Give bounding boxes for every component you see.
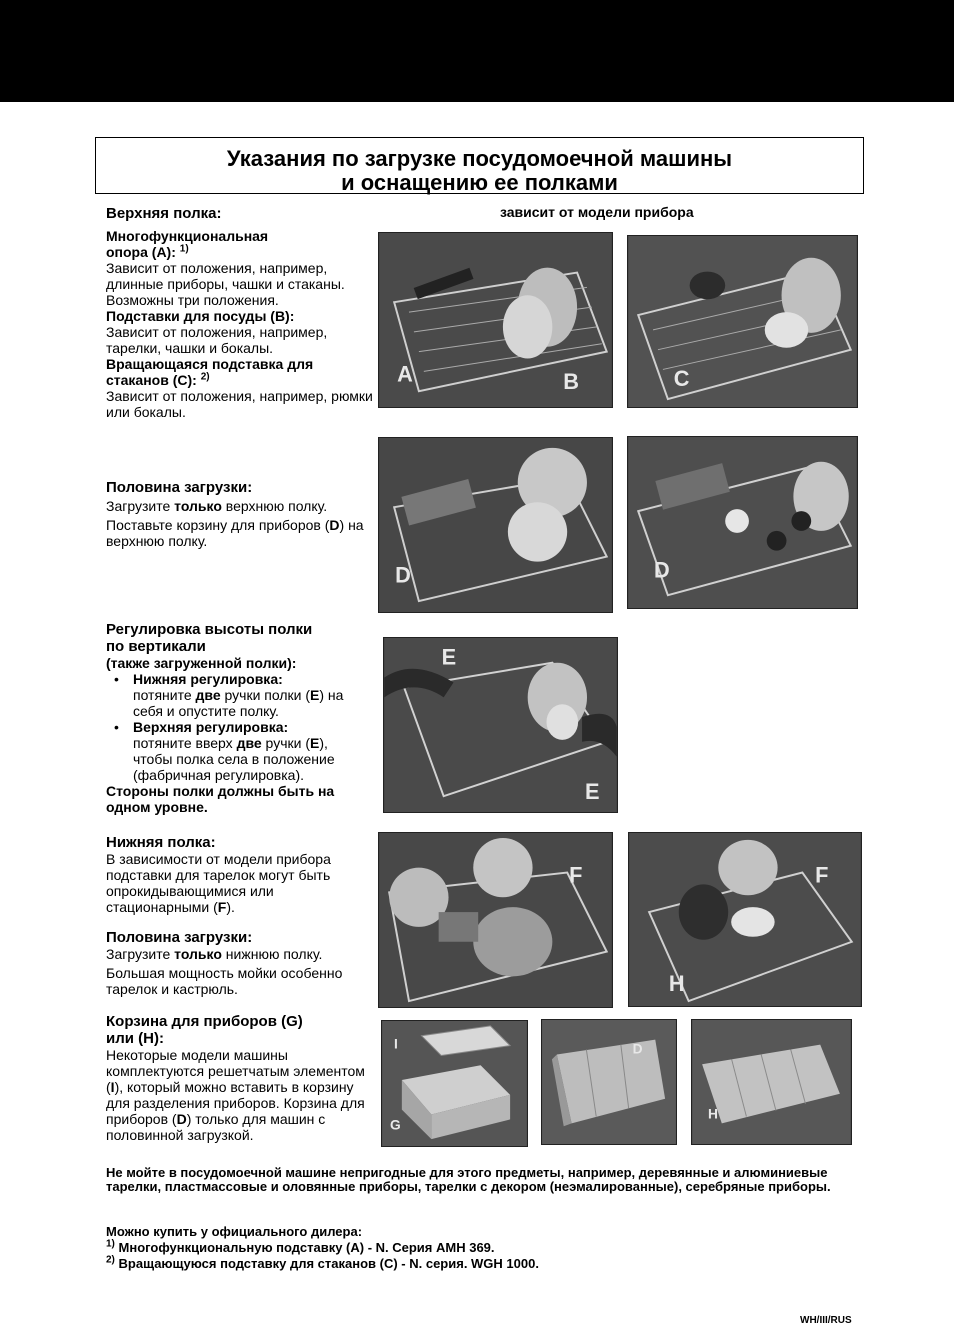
label-g: G xyxy=(390,1117,401,1133)
label-d1: D xyxy=(395,562,411,588)
height-adjust-section xyxy=(106,621,371,815)
up-adjust-item xyxy=(106,719,371,783)
half-load-lower-heading: Половина загрузки: xyxy=(106,929,253,946)
t1c: верхнюю полку. xyxy=(221,498,328,514)
low2: две xyxy=(195,687,221,703)
up3: ручки ( xyxy=(261,735,310,751)
photo-upper-rack-c xyxy=(627,235,858,408)
page-title-box xyxy=(95,137,864,194)
t1a: Загрузите xyxy=(106,498,175,514)
label-i: I xyxy=(393,1036,398,1052)
header-black-band xyxy=(0,0,954,102)
up2: две xyxy=(236,735,262,751)
item-c-text: Зависит от положения, например, рюмки или бокалы. xyxy=(106,388,373,420)
low3: ручки полки ( xyxy=(220,687,311,703)
up5: ), чтобы полка села в положение (фабричная регулировка). xyxy=(133,735,335,783)
label-d2: D xyxy=(654,557,670,583)
lower-t1: В зависимости от модели прибора подставки для тарелок могут быть опрокидывающимися или стационарными ( xyxy=(106,851,331,915)
item-a-text: Зависит от положения, например, длинные приборы, чашки и стаканы. Возможны три положения. xyxy=(106,260,345,308)
bt2: I xyxy=(110,1079,115,1095)
dealer-note2-text: Вращающуюся подставку для стаканов (C) - N. серия. WGH 1000. xyxy=(114,1256,539,1271)
item-a-title2 xyxy=(106,244,376,260)
dealer-title: Можно купить у официального дилера: xyxy=(106,1224,363,1239)
item-c-title1: Вращающаяся подставка для xyxy=(106,356,314,372)
item-c-title2 xyxy=(106,372,376,388)
label-d3: D xyxy=(632,1041,643,1057)
label-f2: F xyxy=(815,862,829,888)
dealer-note2-sup: 2) xyxy=(106,1254,115,1266)
photo-height-adjust xyxy=(383,637,618,813)
upper-rack-heading: Верхняя полка: xyxy=(106,205,222,222)
dealer-note1-text: Многофункциональную подставку (A) - N. Серия AMH 369. xyxy=(114,1240,495,1255)
low1: потяните xyxy=(133,687,196,703)
low-title: • Нижняя регулировка: xyxy=(133,671,283,687)
footer-code: WH/III/RUS xyxy=(800,1315,852,1326)
bt1: Некоторые модели машины комплектуются решетчатым элементом ( xyxy=(106,1047,365,1095)
lower-rack-section xyxy=(106,834,371,915)
photo-lower-rack-f1 xyxy=(378,832,613,1008)
dealer-note2 xyxy=(106,1254,806,1271)
basket-heading1: Корзина для приборов (G) xyxy=(106,1013,303,1030)
height-adjust-sub: (также загруженной полки): xyxy=(106,655,297,671)
page-title-line2: и оснащению ее полками xyxy=(341,170,618,195)
height-adjust-final: Стороны полки должны быть на одном уровне. xyxy=(106,783,335,815)
height-adjust-heading1: Регулировка высоты полки xyxy=(106,621,313,638)
height-adjust-heading2: по вертикали xyxy=(106,638,206,655)
photo-lower-rack-fh xyxy=(628,832,862,1007)
item-c-title2-text: стаканов (C): xyxy=(106,372,197,388)
label-e1: E xyxy=(441,644,457,670)
half-load-lower-text2: Большая мощность мойки особенно тарелок и кастрюль. xyxy=(106,965,343,997)
up1: потяните вверх xyxy=(133,735,237,751)
photo-basket-d xyxy=(541,1019,677,1145)
low4: E xyxy=(310,687,320,703)
t2a: Поставьте корзину для приборов ( xyxy=(106,517,330,533)
half-load-upper-text2 xyxy=(106,517,371,549)
cutlery-basket-section xyxy=(106,1013,371,1143)
low5: ) на себя и опустите полку. xyxy=(133,687,344,719)
photo-upper-rack-ab xyxy=(378,232,613,408)
h2t1a: Загрузите xyxy=(106,946,175,962)
label-h2: H xyxy=(708,1106,718,1122)
half-load-upper-section xyxy=(106,479,371,549)
t2b: D xyxy=(329,517,340,533)
h2t1b: только xyxy=(174,946,222,962)
dealer-note1-sup: 1) xyxy=(106,1238,115,1250)
item-b-text: Зависит от положения, например, тарелки, чашки и бокалы. xyxy=(106,324,328,356)
label-f1: F xyxy=(569,862,583,888)
item-c-footnote: 2) xyxy=(200,371,210,383)
page-title-line1: Указания по загрузке посудомоечной машины xyxy=(226,146,733,171)
warning-text: Не мойте в посудомоечной машине непригодные для этого предметы, например, деревянные и алюминиевые тарелки, пластмассовые и оловянные приборы, тарелки с декором (неэмалированные), серебряные приборы. xyxy=(106,1165,831,1194)
low-adjust-item xyxy=(106,671,371,719)
label-b: B xyxy=(563,369,579,395)
up-title: • Верхняя регулировка: xyxy=(133,719,289,735)
height-adjust-list xyxy=(106,671,371,783)
bt3: ), который можно вставить в корзину для разделения приборов. Корзина для приборов ( xyxy=(106,1079,365,1127)
photo-basket-h xyxy=(691,1019,852,1145)
half-load-upper-heading: Половина загрузки: xyxy=(106,479,253,496)
t2c: ) на верхнюю полку. xyxy=(106,517,364,549)
up4: E xyxy=(309,735,320,751)
lower-t2: F xyxy=(217,899,227,915)
label-a: A xyxy=(397,361,413,387)
dealer-section xyxy=(106,1225,806,1271)
half-load-lower-section xyxy=(106,929,371,997)
lower-t3: ). xyxy=(226,899,235,915)
model-note: зависит от модели прибора xyxy=(500,204,694,220)
lower-rack-heading: Нижняя полка: xyxy=(106,834,216,851)
item-a-title1: Многофункциональная xyxy=(106,228,269,244)
label-c: C xyxy=(673,366,690,392)
basket-heading2: или (H): xyxy=(106,1030,164,1047)
label-e2: E xyxy=(585,779,600,805)
h2t1c: нижнюю полку. xyxy=(221,946,323,962)
bt4: D xyxy=(176,1111,187,1127)
dealer-note1 xyxy=(106,1238,806,1255)
half-load-upper-text1 xyxy=(106,498,371,514)
label-h1: H xyxy=(668,971,685,997)
photo-basket-gi xyxy=(381,1020,528,1147)
photo-half-load-d2 xyxy=(627,436,858,609)
item-a-title2-text: опора (A): xyxy=(106,244,176,260)
photo-half-load-d1 xyxy=(378,437,613,613)
bt5: ) только для машин с половинной загрузкой. xyxy=(106,1111,326,1143)
t1b: только xyxy=(174,498,222,514)
item-b-title: Подставки для посуды (B): xyxy=(106,308,295,324)
item-a-footnote: 1) xyxy=(179,243,189,255)
upper-rack-section xyxy=(106,205,376,420)
